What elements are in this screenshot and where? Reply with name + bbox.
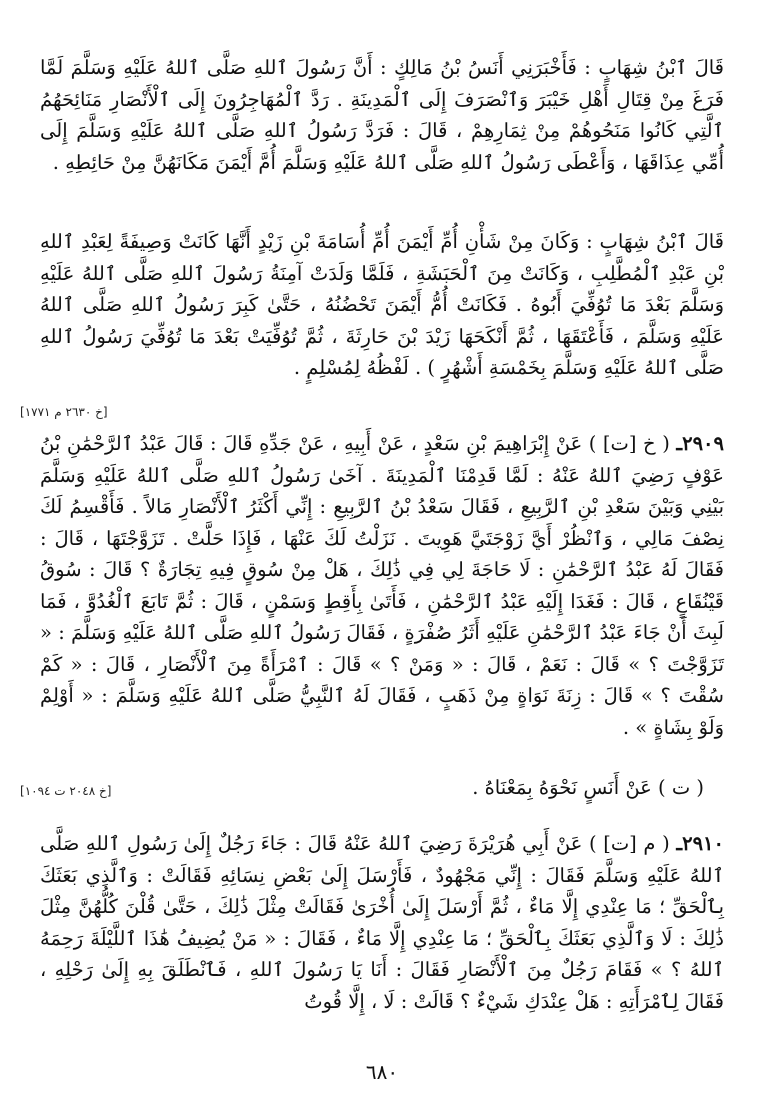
hadith-2909-text: ( خ [ت] ) عَنْ إِبْرَاهِيمَ بْنِ سَعْدٍ ، عَنْ أَبِيهِ ، عَنْ جَدِّهِ قَالَ : قَالَ عَبْدُ ٱلرَّحْمَٰنِ بْنُ عَوْفٍ رَضِيَ ٱللهُ عَنْهُ : لَمَّا قَدِمْنَا ٱلْمَدِينَةَ . آخَىٰ رَسُولُ ٱللهِ صَلَّى ٱللهُ عَلَيْهِ وَسَلَّمَ بَيْنِي وَبَيْنَ سَعْدِ بْنِ ٱلرَّبِيعِ ، فَقَالَ سَعْدُ بْنُ ٱلرَّبِيعِ : إِنِّي أَكْثَرُ ٱلْأَنْصَارِ مَالاً . فَأَقْسِمُ لَكَ نِصْفَ مَالِي ، وَٱنْظُرْ أَيَّ زَوْجَتَيَّ هَوِيتَ . نَزَلْتُ لَكَ عَنْهَا ، فَإِذَا حَلَّتْ . تَزَوَّجْتَهَا ، قَالَ : فَقَالَ لَهُ عَبْدُ ٱلرَّحْمَٰنِ : لَا حَاجَةَ لِي فِي ذَٰلِكَ ، هَلْ مِنْ سُوقٍ فِيهِ تِجَارَةٌ ؟ قَالَ : سُوقُ قَيْنُقَاعٍ ، قَالَ : فَغَدَا إِلَيْهِ عَبْدُ ٱلرَّحْمَٰنِ ، فَأَتَىٰ بِأَقِطٍ وَسَمْنٍ ، قَالَ : ثُمَّ تَابَعَ ٱلْغُدُوَّ ، فَمَا لَبِثَ أَنْ جَاءَ عَبْدُ ٱلرَّحْمَٰنِ عَلَيْهِ أَثَرُ صُفْرَةٍ ، فَقَالَ رَسُولُ ٱللهِ صَلَّى ٱللهُ عَلَيْهِ وَسَلَّمَ : « تَزَوَّجْتَ ؟ » قَالَ : نَعَمْ ، قَالَ : « وَمَنْ ؟ » قَالَ : ٱمْرَأَةً مِنَ ٱلْأَنْصَارِ ، قَالَ : « كَمْ سُقْتَ ؟ » قَالَ : زِنَةَ نَوَاةٍ مِنْ ذَهَبٍ ، فَقَالَ لَهُ ٱلنَّبِيُّ صَلَّى ٱللهُ عَلَيْهِ وَسَلَّمَ : « أَوْلِمْ وَلَوْ بِشَاةٍ » . [40,432,724,739]
hadith-2909 [40,428,724,743]
note-tirmidhi-anas: ( ت ) عَنْ أَنَسٍ نَحْوَهُ بِمَعْنَاهُ . [472,776,704,799]
reference-2048-1094: [خ ٢٠٤٨ ت ١٠٩٤] [20,784,112,798]
hadith-2910 [40,828,724,1017]
page-number: ٦٨٠ [365,1060,399,1084]
hadith-2910-text: ( م [ت] ) عَنْ أَبِي هُرَيْرَةَ رَضِيَ ٱللهُ عَنْهُ قَالَ : جَاءَ رَجُلٌ إِلَىٰ رَسُولِ ٱللهِ صَلَّى ٱللهُ عَلَيْهِ وَسَلَّمَ فَقَالَ : إِنِّي مَجْهُودٌ ، فَأَرْسَلَ إِلَىٰ بَعْضِ نِسَائِهِ فَقَالَتْ : وَٱلَّذِي بَعَثَكَ بِٱلْحَقِّ ؛ مَا عِنْدِي إِلَّا مَاءٌ ، ثُمَّ أَرْسَلَ إِلَىٰ أُخْرَىٰ فَقَالَتْ مِثْلَ ذَٰلِكَ ، حَتَّىٰ قُلْنَ كُلُّهُنَّ مِثْلَ ذَٰلِكَ : لَا وَٱلَّذِي بَعَثَكَ بِٱلْحَقِّ ؛ مَا عِنْدِي إِلَّا مَاءٌ ، فَقَالَ : « مَنْ يُضِيفُ هَٰذَا ٱللَّيْلَةَ رَحِمَهُ ٱللهُ ؟ » فَقَامَ رَجُلٌ مِنَ ٱلْأَنْصَارِ فَقَالَ : أَنَا يَا رَسُولَ ٱللهِ ، فَٱنْطَلَقَ بِهِ إِلَىٰ رَحْلِهِ ، فَقَالَ لِٱمْرَأَتِهِ : هَلْ عِنْدَكِ شَيْءٌ ؟ قَالَتْ : لَا ، إِلَّا قُوتُ [40,832,724,1013]
paragraph-ibn-shihab-2: قَالَ ٱبْنُ شِهَابٍ : وَكَانَ مِنْ شَأْنِ أُمِّ أَيْمَنَ أُمِّ أُسَامَةَ بْنِ زَيْدٍ أَنَّهَا كَانَتْ وَصِيفَةً لِعَبْدِ ٱللهِ بْنِ عَبْدِ ٱلْمُطَّلِبِ ، وَكَانَتْ مِنَ ٱلْحَبَشَةِ ، فَلَمَّا وَلَدَتْ آمِنَةُ رَسُولَ ٱللهِ صَلَّى ٱللهُ عَلَيْهِ وَسَلَّمَ بَعْدَ مَا تُوُفِّيَ أَبُوهُ . فَكَانَتْ أُمُّ أَيْمَنَ تَحْضُنُهُ ، حَتَّىٰ كَبِرَ رَسُولُ ٱللهِ صَلَّى ٱللهُ عَلَيْهِ وَسَلَّمَ ، فَأَعْتَقَهَا ، ثُمَّ أَنْكَحَهَا زَيْدَ بْنَ حَارِثَةَ ، ثُمَّ تُوُفِّيَتْ بَعْدَ مَا تُوُفِّيَ رَسُولُ ٱللهِ صَلَّى ٱللهُ عَلَيْهِ وَسَلَّمَ بِخَمْسَةِ أَشْهُرٍ ) . لَفْظُهُ لِمُسْلِمٍ . [40,230,724,379]
reference-2630-1771: [خ ٢٦٣٠ م ١٧٧١] [20,405,108,419]
hadith-number-2910: ٢٩١٠ـ [676,832,724,855]
hadith-number-2909: ٢٩٠٩ـ [676,432,724,455]
paragraph-ibn-shihab-1: قَالَ ٱبْنُ شِهَابٍ : فَأَخْبَرَنِي أَنَسُ بْنُ مَالِكٍ : أَنَّ رَسُولَ ٱللهِ صَلَّى ٱللهُ عَلَيْهِ وَسَلَّمَ لَمَّا فَرَغَ مِنْ قِتَالِ أَهْلِ خَيْبَرَ وَٱنْصَرَفَ إِلَى ٱلْمَدِينَةِ . رَدَّ ٱلْمُهَاجِرُونَ إِلَى ٱلْأَنْصَارِ مَنَائِحَهُمُ ٱلَّتِي كَانُوا مَنَحُوهُمْ مِنْ ثِمَارِهِمْ ، قَالَ : فَرَدَّ رَسُولُ ٱللهِ صَلَّى ٱللهُ عَلَيْهِ وَسَلَّمَ إِلَى أُمِّي عِذَاقَهَا ، وَأَعْطَى رَسُولُ ٱللهِ صَلَّى ٱللهُ عَلَيْهِ وَسَلَّمَ أُمَّ أَيْمَنَ مَكَانَهُنَّ مِنْ حَائِطِهِ . [40,56,724,174]
